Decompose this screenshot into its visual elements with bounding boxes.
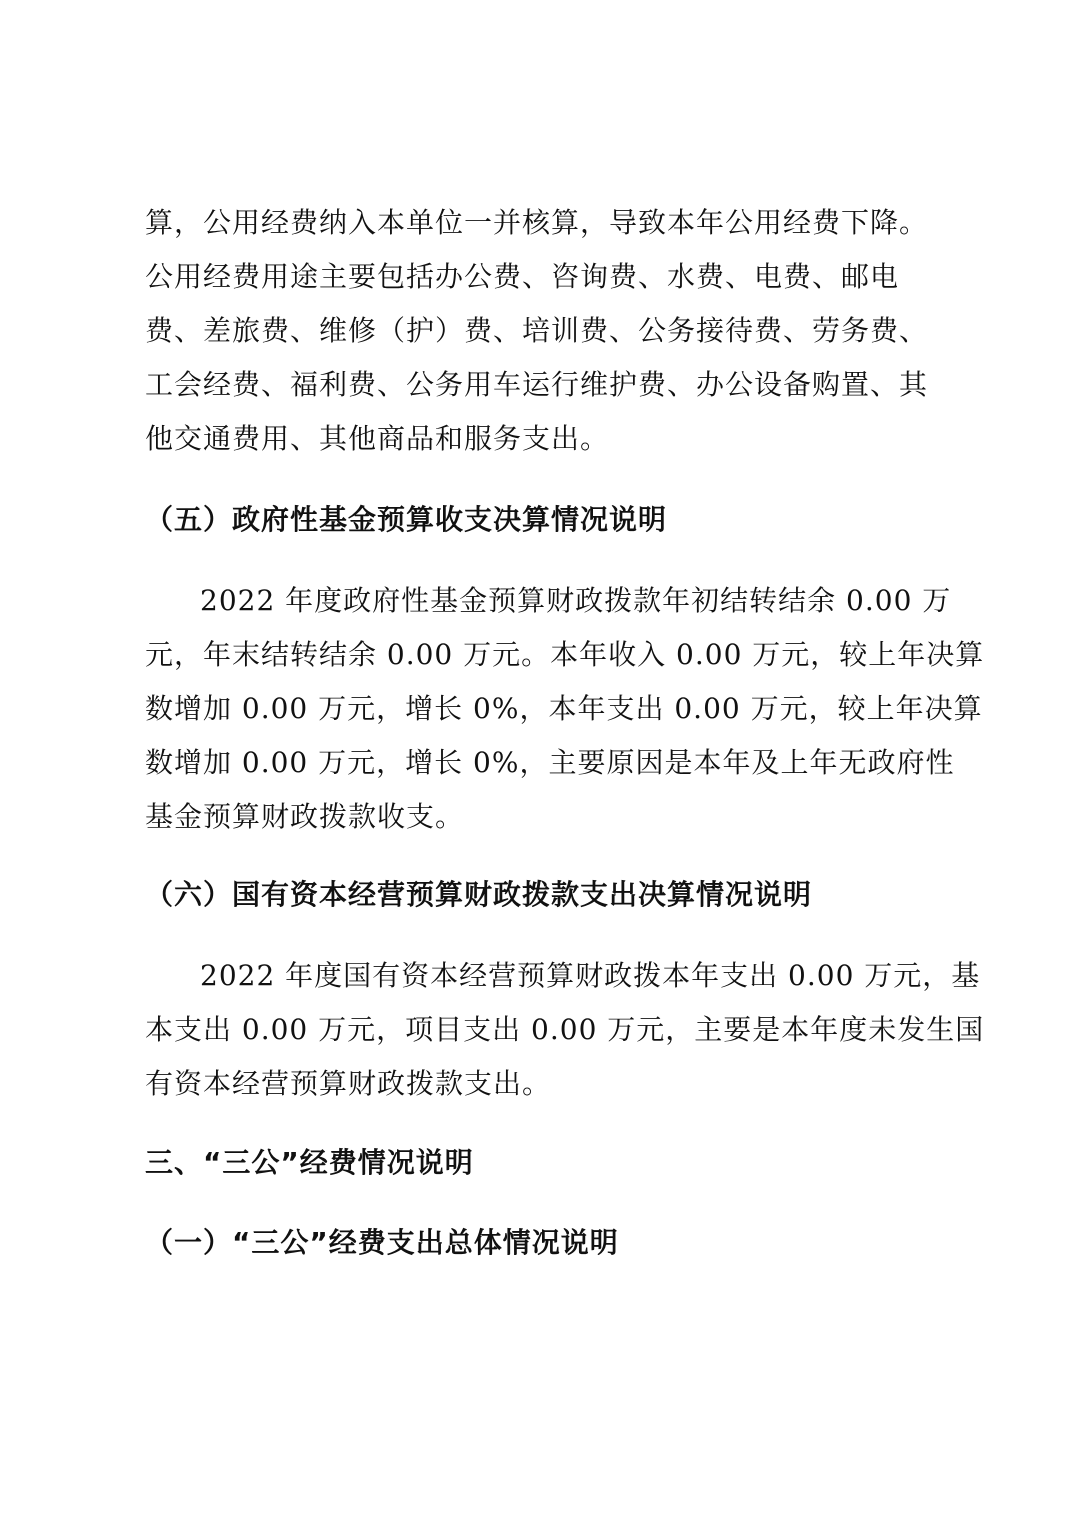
body-text-line: 有资本经营预算财政拨款支出。 [145,1067,552,1100]
section-heading: （五）政府性基金预算收支决算情况说明 [145,503,668,536]
body-text-line: 费、差旅费、维修（护）费、培训费、公务接待费、劳务费、 [145,314,929,347]
body-text-line: 公用经费用途主要包括办公费、咨询费、水费、电费、邮电 [145,260,900,293]
body-text-line: 工会经费、福利费、公务用车运行维护费、办公设备购置、其 [145,368,929,401]
body-text-line: 2022 年度国有资本经营预算财政拨本年支出 0.00 万元，基 [200,959,981,992]
section-heading: （六）国有资本经营预算财政拨款支出决算情况说明 [145,878,813,911]
body-text-line: 元，年末结转结余 0.00 万元。本年收入 0.00 万元，较上年决算 [145,638,985,671]
body-text-line: 2022 年度政府性基金预算财政拨款年初结转结余 0.00 万 [200,584,952,617]
body-text-line: 本支出 0.00 万元，项目支出 0.00 万元，主要是本年度未发生国 [145,1013,985,1046]
part-heading: 三、“三公”经费情况说明 [145,1146,474,1179]
body-text-line: 数增加 0.00 万元，增长 0%，主要原因是本年及上年无政府性 [145,746,955,779]
body-text-line: 他交通费用、其他商品和服务支出。 [145,422,610,455]
body-text-line: 数增加 0.00 万元，增长 0%，本年支出 0.00 万元，较上年决算 [145,692,983,725]
subsection-heading: （一）“三公”经费支出总体情况说明 [145,1226,619,1259]
body-text-line: 算，公用经费纳入本单位一并核算，导致本年公用经费下降。 [145,206,929,239]
body-text-line: 基金预算财政拨款收支。 [145,800,465,833]
